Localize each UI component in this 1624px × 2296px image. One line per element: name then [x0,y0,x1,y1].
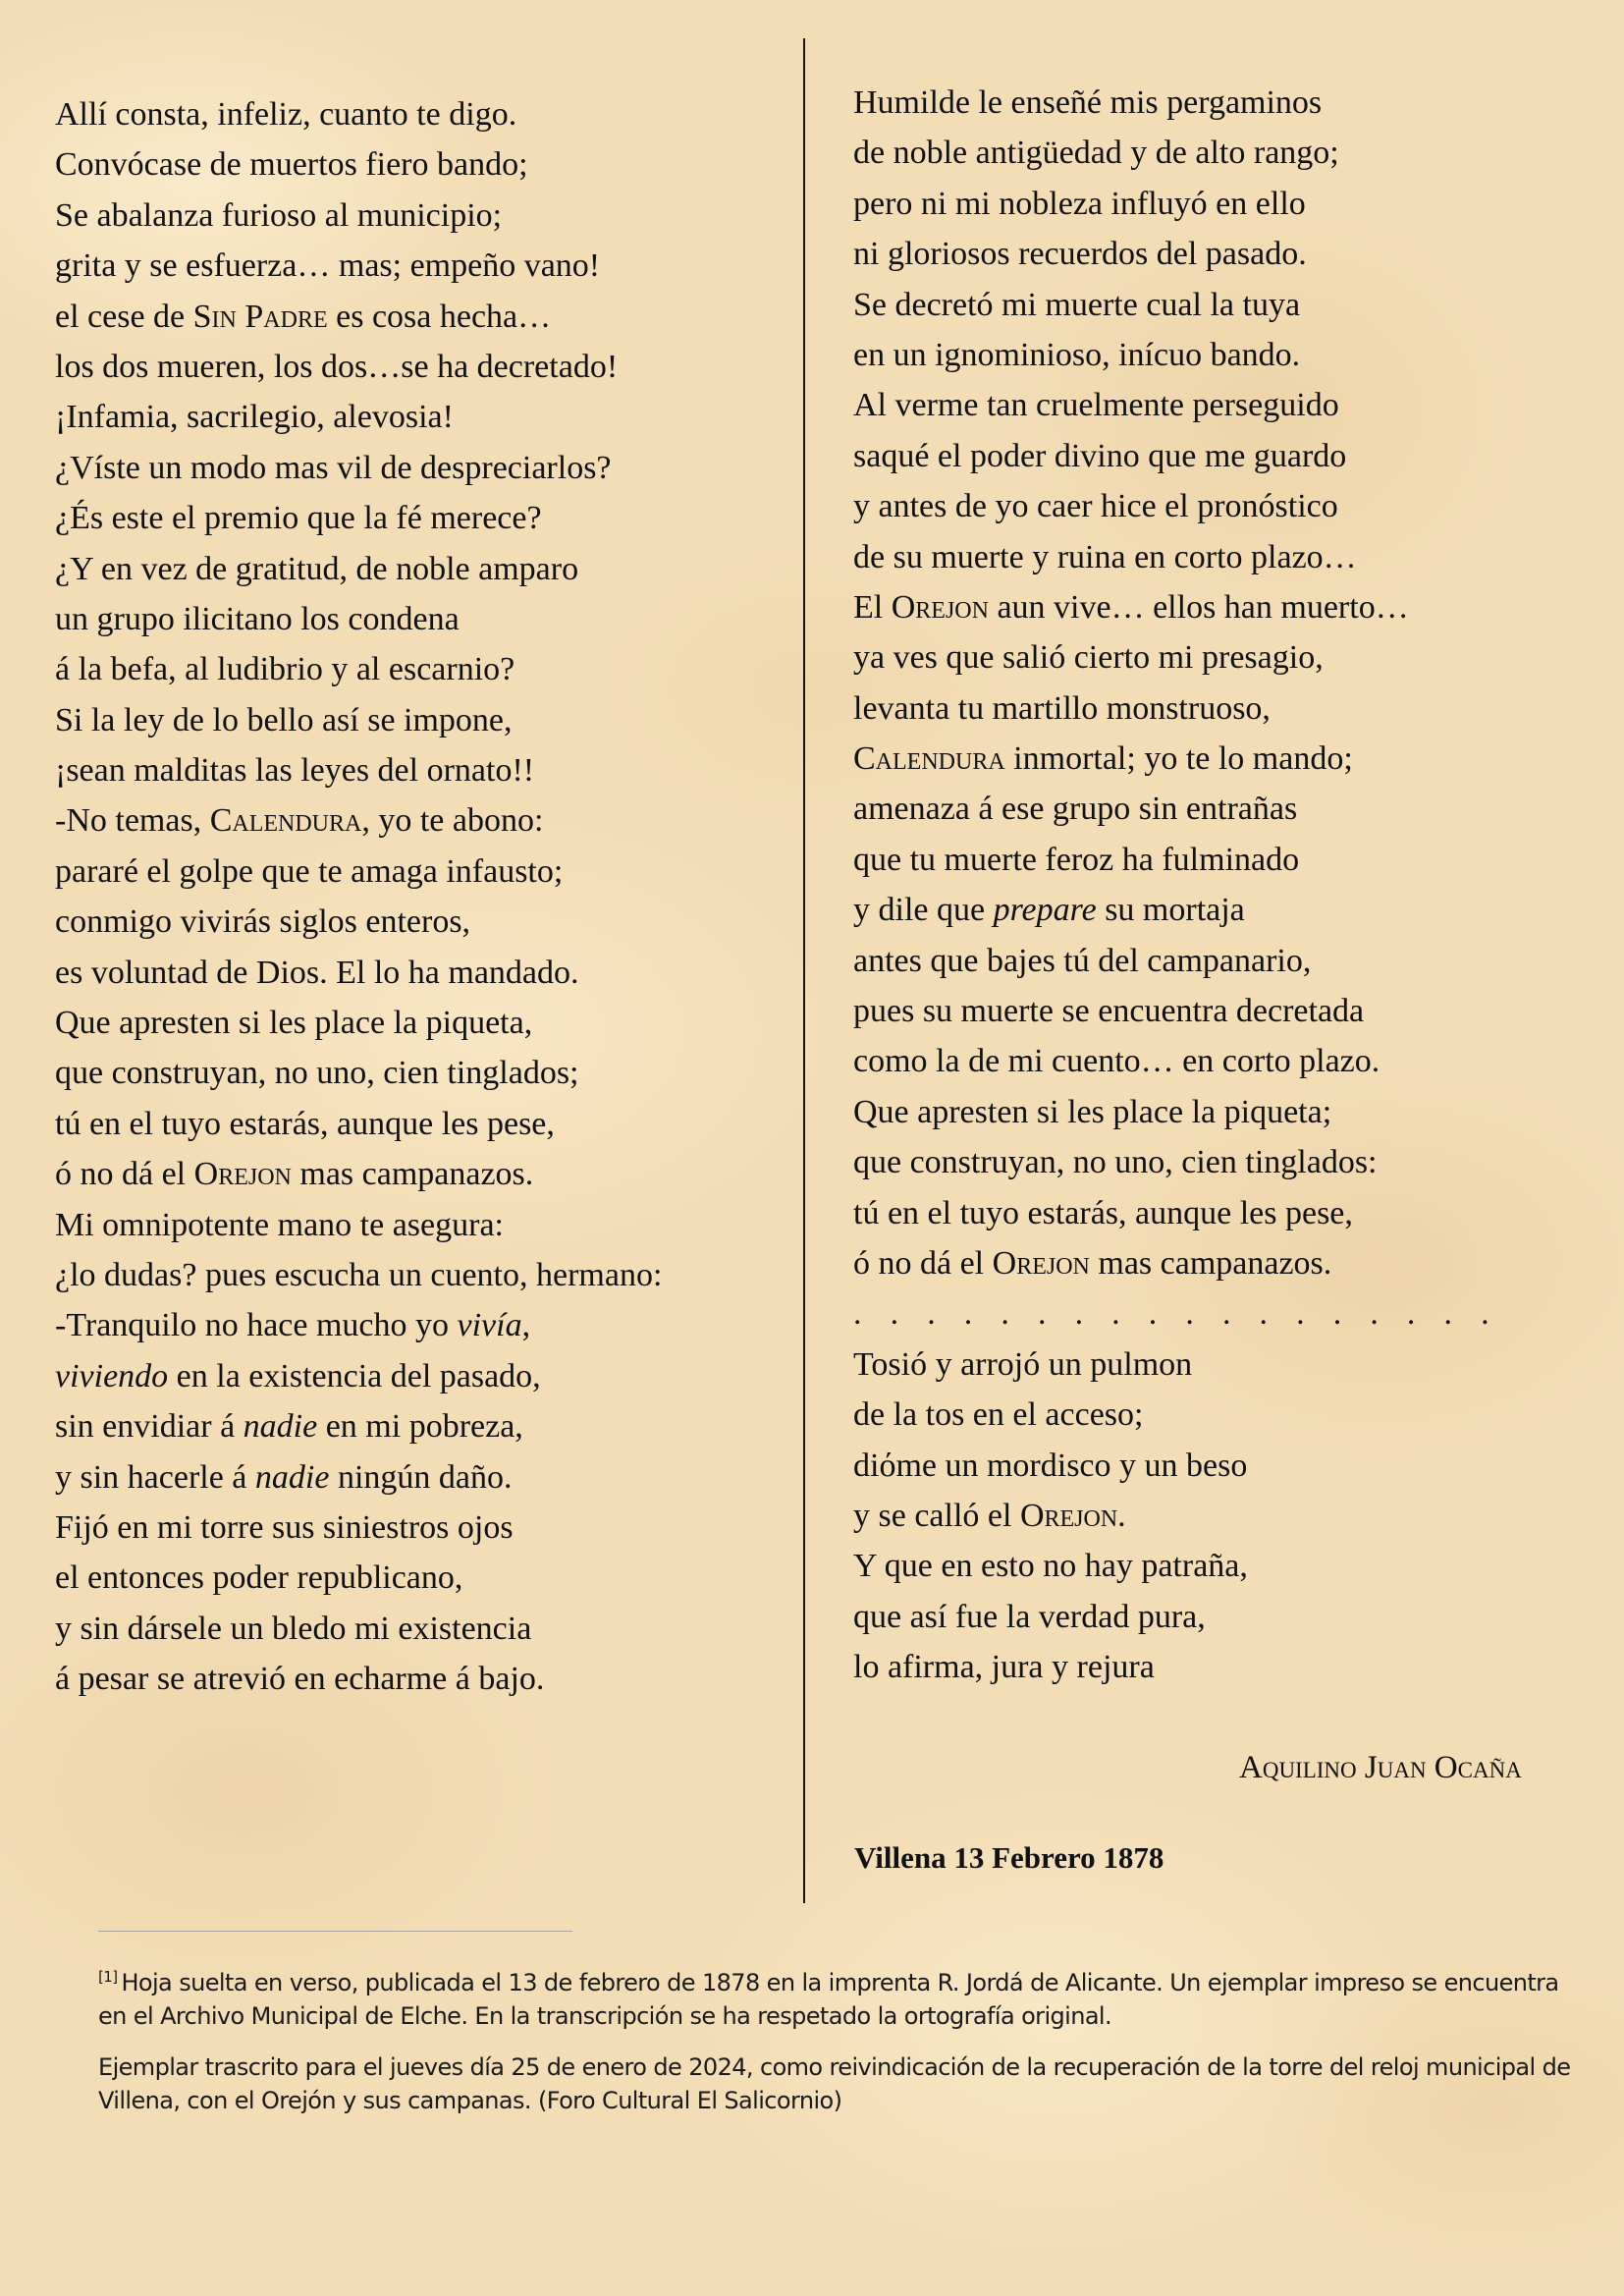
verse-text: ¿És este el premio que la fé merece? [55,500,542,537]
verse-text: diόme un mordisco y un beso [853,1447,1248,1484]
verse-line [55,139,782,190]
verse-text: ya ves que salió cierto mi presagio, [853,639,1324,677]
verse-text: antes que bajes tú del campanario, [853,942,1312,979]
verse-text: ó no dá el [55,1156,194,1193]
verse-text: mas campanazos. [1089,1244,1332,1282]
verse-text: y dile que [853,892,994,929]
verse-line [55,443,782,493]
verse-text: á la befa, al ludibrio y al escarnio? [55,651,515,688]
verse-text: en la existencia del pasado, [168,1357,541,1394]
dot: . [963,1295,973,1333]
verse-text: ¡sean malditas las leyes del ornato!! [55,752,535,790]
verse-line [853,784,1580,834]
verse-line [853,1390,1580,1440]
verse-text: . [1117,1497,1126,1534]
verse-text: mas campanazos. [291,1156,534,1193]
verse-text: El [853,588,892,626]
ellipsis-separator [853,1288,1580,1339]
verse-line [853,1339,1580,1390]
verse-text: Humilde le enseñé mis pergaminos [853,84,1323,121]
verse-line [55,695,782,745]
verse-line [55,948,782,998]
verse-text: de su muerte y ruina en corto plazo… [853,538,1357,575]
verse-line [853,835,1580,885]
verse-line [853,128,1580,178]
verse-text: como la de mi cuento… en corto plazo. [853,1043,1380,1080]
verse-text: conmigo vivirás siglos enteros, [55,903,471,941]
verse-text: , [521,1307,531,1344]
verse-line [853,1137,1580,1187]
verse-line [853,734,1580,784]
verse-line [853,1592,1580,1642]
verse-line [853,1441,1580,1491]
verse-text: pararé el golpe que te amaga infausto; [55,852,564,890]
verse-text: Mi omnipotente mano te asegura: [55,1206,504,1243]
verse-line [853,1087,1580,1137]
verse-text: ¡Infamia, sacrilegio, alevosia! [55,399,454,436]
footnote-1-text: Hoja suelta en verso, publicada el 13 de febrero de 1878 en la imprenta R. Jordá de Alicante. Un ejemplar impreso se encuentra en el Archivo Municipal de Elche. En la transcripción se ha respetado la ortografía original. [98,1969,1559,2030]
verse-line [853,280,1580,330]
verse-text: grita y se esfuerza… mas; empeño vano! [55,247,601,285]
place-date: Villena 13 Febrero 1878 [854,1840,1164,1875]
verse-text: á pesar se atrevió en echarme á bajo. [55,1661,545,1698]
emphasis-text: nadie [243,1408,318,1446]
verse-text: ó no dá el [853,1244,993,1282]
verse-line [55,795,782,846]
verse-text: pues su muerte se encuentra decretada [853,993,1365,1030]
footnote-2-text: Ejemplar trascrito para el jueves día 25 de enero de 2024, como reivindicación de la recuperación de la torre del reloj municipal de Villena, con el Orejón y sus campanas. (Foro Cultural El Salicornio) [98,2053,1571,2114]
dot: . [1037,1295,1047,1333]
verse-line [55,1200,782,1250]
verse-text: en mi pobreza, [317,1408,523,1446]
verse-line [853,380,1580,430]
dot: . [1259,1295,1269,1333]
verse-text: que así fue la verdad pura, [853,1598,1206,1635]
verse-text: Fijó en mi torre sus siniestros ojos [55,1508,514,1546]
verse-text: levanta tu martillo monstruoso, [853,689,1271,727]
verse-text: y sin dársele un bledo mi existencia [55,1610,532,1647]
proper-name: Orejon [891,588,989,626]
dot: . [890,1295,899,1333]
verse-line [853,986,1580,1036]
footnote-separator [98,1931,572,1932]
verse-text: Convócase de muertos fiero bando; [55,146,528,184]
dot: . [1221,1295,1231,1333]
dot: . [1074,1295,1084,1333]
verse-text: que construyan, no uno, cien tinglados; [55,1055,579,1092]
dot: . [1406,1295,1416,1333]
verse-text: es cosa hecha… [327,298,552,335]
emphasis-text: vivía [457,1307,522,1344]
verse-line [853,78,1580,128]
verse-line [55,342,782,392]
verse-text: Al verme tan cruelmente perseguido [853,387,1339,424]
verse-line [55,644,782,694]
verse-line [55,1149,782,1199]
footnote-2 [98,2050,1571,2117]
verse-line [55,1099,782,1149]
proper-name: Sin Padre [192,298,328,335]
verse-line [853,683,1580,734]
verse-line [55,392,782,442]
poem-right-column [853,78,1580,1693]
verse-text: sin envidiar á [55,1408,244,1446]
verse-line [55,745,782,795]
verse-text: pero ni mi nobleza influyó en ello [853,185,1306,222]
verse-text: que tu muerte feroz ha fulminado [853,841,1300,878]
verse-text: un grupo ilicitano los condena [55,600,460,637]
verse-line [853,481,1580,531]
verse-line [55,594,782,644]
verse-line [853,330,1580,380]
verse-text: -Tranquilo no hace mucho yo [55,1307,458,1344]
verse-text: de la tos en el acceso; [853,1396,1144,1434]
verse-line [853,1491,1580,1541]
verse-text: Se decretó mi muerte cual la tuya [853,286,1301,323]
verse-line [55,1503,782,1553]
verse-line [853,532,1580,582]
verse-text: y sin hacerle á [55,1458,255,1496]
verse-text: el entonces poder republicano, [55,1559,463,1597]
verse-line [853,229,1580,279]
footnote-marker: [1] [98,1968,118,1986]
verse-text: amenaza á ese grupo sin entrañas [853,791,1298,828]
right-verse-block [853,78,1580,1288]
verse-line [55,1250,782,1300]
verse-text: los dos mueren, los dos…se ha decretado! [55,348,619,385]
verse-text: , yo te abono: [361,802,544,840]
verse-text: ¿Y en vez de gratitud, de noble amparo [55,550,579,587]
verse-line [55,1452,782,1503]
verse-line [853,936,1580,986]
verse-line [853,582,1580,632]
dot: . [1481,1295,1489,1333]
verse-line [853,1238,1580,1288]
verse-text: es voluntad de Dios. El lo ha mandado. [55,954,579,991]
verse-text: -No temas, [55,802,210,840]
verse-text: Que apresten si les place la piqueta, [55,1005,533,1042]
dot: . [927,1295,936,1333]
verse-line [55,1553,782,1603]
dot: . [1370,1295,1379,1333]
verse-line [853,179,1580,229]
verse-text: y se calló el [853,1497,1020,1534]
verse-text: su mortaja [1096,892,1245,929]
verse-line [55,998,782,1048]
verse-text: saqué el poder divino que me guardo [853,437,1347,474]
verse-text: aun vive… ellos han muerto… [988,588,1409,626]
verse-line [55,897,782,947]
verse-text: y antes de yo caer hice el pronóstico [853,488,1338,525]
verse-text: Si la ley de lo bello así se impone, [55,701,513,738]
verse-text: que construyan, no uno, cien tinglados: [853,1144,1378,1181]
verse-line [853,1541,1580,1591]
verse-line [55,847,782,897]
verse-text: Se abalanza furioso al municipio; [55,196,503,234]
verse-line [55,1654,782,1704]
footnotes [98,1960,1571,2135]
verse-line [55,1604,782,1654]
author-signature: Aquilino Juan Ocaña [1239,1750,1522,1785]
verse-line [853,885,1580,935]
dot: . [1148,1295,1158,1333]
dot: . [853,1295,862,1333]
emphasis-text: nadie [254,1458,330,1496]
verse-line [55,191,782,241]
verse-line [55,1401,782,1451]
verse-line [853,632,1580,683]
column-divider [803,38,805,1903]
dot: . [1185,1295,1194,1333]
verse-line [853,431,1580,481]
dot: . [1332,1295,1342,1333]
poem-left-column [55,89,782,1705]
verse-text: Tosió y arrojó un pulmon [853,1345,1193,1383]
verse-line [55,1048,782,1098]
verse-line [55,1351,782,1401]
proper-name: Orejon [1019,1497,1118,1534]
proper-name: Calendura [209,802,362,840]
verse-text: Que apresten si les place la piqueta; [853,1093,1332,1130]
verse-line [55,89,782,139]
dot: . [1111,1295,1120,1333]
verse-text: ¿Víste un modo mas vil de despreciarlos? [55,449,612,486]
verse-line [55,544,782,594]
verse-line [853,1188,1580,1238]
verse-text: tú en el tuyo estarás, aunque les pese, [853,1194,1353,1231]
verse-text: ni gloriosos recuerdos del pasado. [853,236,1307,273]
dot: . [1001,1295,1009,1333]
verse-text: Allí consta, infeliz, cuanto te digo. [55,96,517,133]
verse-line [55,493,782,543]
proper-name: Orejon [193,1156,292,1193]
proper-name: Orejon [992,1244,1090,1282]
verse-line [55,292,782,342]
verse-text: inmortal; yo te lo mando; [1004,740,1353,778]
verse-text: el cese de [55,298,193,335]
verse-text: ningún daño. [329,1458,513,1496]
verse-line [853,1036,1580,1086]
emphasis-text: viviendo [55,1357,169,1394]
dot: . [1296,1295,1305,1333]
dot: . [1443,1295,1452,1333]
emphasis-text: prepare [993,892,1097,929]
verse-line [55,241,782,291]
verse-text: Y que en esto no hay patraña, [853,1548,1248,1585]
verse-line [853,1642,1580,1692]
verse-text: lo afirma, jura y rejura [853,1649,1155,1686]
verse-line [55,1300,782,1350]
proper-name: Calendura [853,740,1005,778]
verse-text: en un ignominioso, inícuo bando. [853,336,1301,373]
footnote-1 [98,1960,1571,2033]
verse-text: tú en el tuyo estarás, aunque les pese, [55,1105,555,1142]
verse-text: de noble antigüedad y de alto rango; [853,135,1339,172]
closing-verse-block [853,1339,1580,1693]
verse-text: ¿lo dudas? pues escucha un cuento, hermano: [55,1256,663,1293]
